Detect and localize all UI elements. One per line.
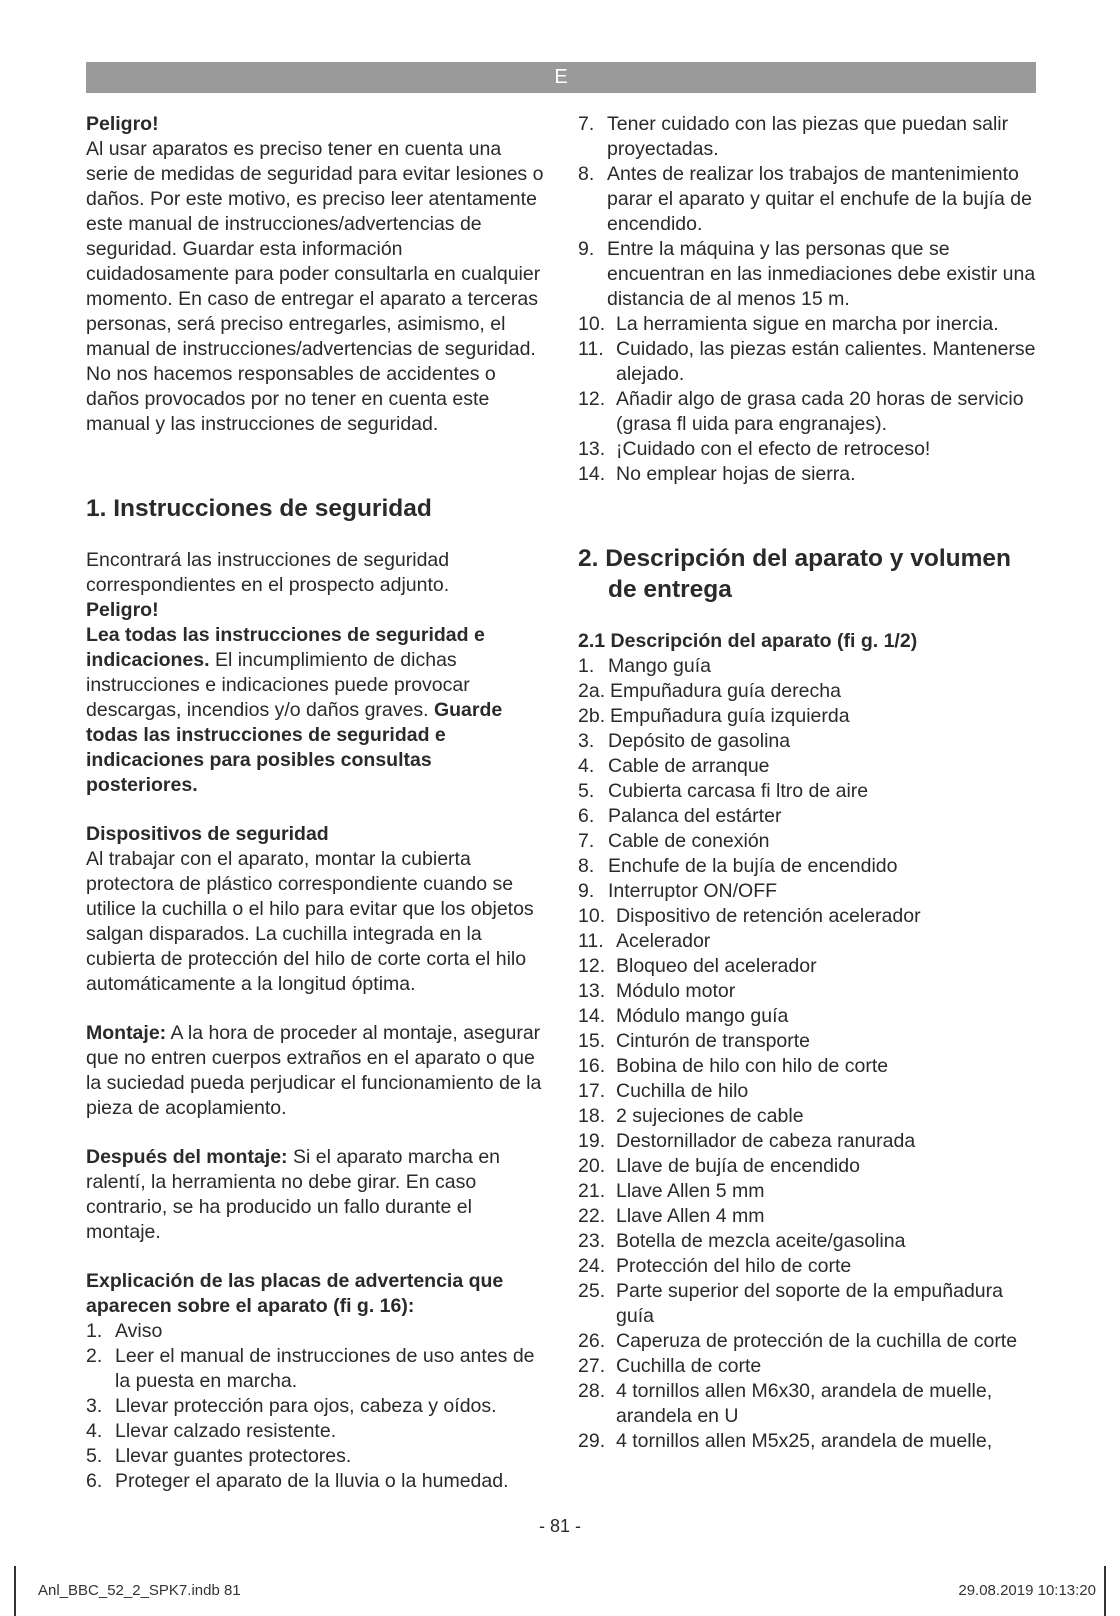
item-number: 1. <box>578 655 595 677</box>
item-number: 23. <box>578 1230 606 1252</box>
footer-datetime: 29.08.2019 10:13:20 <box>958 1582 1096 1599</box>
list-item <box>578 1029 1036 1054</box>
list-item <box>578 979 1036 1004</box>
list-item <box>578 387 1036 437</box>
item-text: Módulo mango guía <box>616 1005 789 1027</box>
danger-2-title: Peligro! <box>86 599 159 621</box>
item-text: Bloqueo del acelerador <box>616 955 817 977</box>
item-text: Bobina de hilo con hilo de corte <box>616 1055 889 1077</box>
subsection-2-1-heading: 2.1 Descripción del aparato (fi g. 1/2) <box>578 630 918 652</box>
section-2-heading: 2. Descripción del aparato y volumen de entrega <box>578 545 1011 603</box>
item-text: Llave de bujía de encendido <box>616 1155 860 1177</box>
item-number: 28. <box>578 1380 606 1402</box>
item-text: Aviso <box>115 1320 163 1342</box>
list-item <box>578 1254 1036 1279</box>
list-item <box>86 1394 546 1419</box>
list-item <box>578 1054 1036 1079</box>
item-number: 6. <box>86 1470 103 1492</box>
item-number: 19. <box>578 1130 606 1152</box>
section-1-heading: 1. Instrucciones de seguridad <box>86 495 432 522</box>
item-text: Llevar calzado resistente. <box>115 1420 337 1442</box>
item-number: 20. <box>578 1155 606 1177</box>
item-text: Acelerador <box>616 930 711 952</box>
item-text: Tener cuidado con las piezas que puedan salir proyectadas. <box>607 113 1009 160</box>
safety-devices-title: Dispositivos de seguridad <box>86 823 329 845</box>
list-item <box>578 237 1036 312</box>
list-item <box>578 729 1036 754</box>
item-text: Mango guía <box>608 655 711 677</box>
item-number: 10. <box>578 905 606 927</box>
item-text: Dispositivo de retención acelerador <box>616 905 921 927</box>
item-text: Palanca del estárter <box>608 805 782 827</box>
item-number: 18. <box>578 1105 606 1127</box>
list-item <box>578 954 1036 979</box>
list-item <box>578 879 1036 904</box>
item-number: 2. <box>86 1345 103 1367</box>
crop-mark-left <box>14 1566 16 1616</box>
item-number: 13. <box>578 980 606 1002</box>
left-column <box>86 112 546 1494</box>
item-number: 8. <box>578 163 595 185</box>
item-number: 7. <box>578 113 595 135</box>
list-item <box>578 854 1036 879</box>
list-item <box>86 1419 546 1444</box>
item-text: ¡Cuidado con el efecto de retroceso! <box>616 438 931 460</box>
item-number: 15. <box>578 1030 606 1052</box>
item-text: La herramienta sigue en marcha por inercia. <box>616 313 999 335</box>
danger-2-bold-2: Guarde todas las instrucciones de seguridad e indicaciones para posibles consultas posteriores. <box>86 699 503 796</box>
list-item <box>578 1379 1036 1429</box>
item-number: 12. <box>578 388 606 410</box>
safety-devices-paragraph: Al trabajar con el aparato, montar la cubierta protectora de plástico correspondiente cuando se utilice la cuchilla o el hilo para evitar que los objetos salgan disparados. La cuchilla integrada en la cubierta de protección del hilo de corte corta el hilo automáticamente a la longitud óptima. <box>86 848 534 995</box>
item-number: 7. <box>578 830 595 852</box>
item-text: Interruptor ON/OFF <box>608 880 778 902</box>
item-text: Entre la máquina y las personas que se encuentran en las inmediaciones debe existir una distancia de al menos 15 m. <box>607 238 1036 310</box>
list-item <box>578 1179 1036 1204</box>
crop-mark-right <box>1104 1566 1106 1616</box>
list-item <box>578 1204 1036 1229</box>
item-text: Botella de mezcla aceite/gasolina <box>616 1230 906 1252</box>
item-number: 14. <box>578 1005 606 1027</box>
list-item <box>578 1079 1036 1104</box>
list-item <box>578 1279 1036 1329</box>
item-number: 17. <box>578 1080 606 1102</box>
item-number: 8. <box>578 855 595 877</box>
language-header-bar <box>86 62 1036 93</box>
item-text: Cubierta carcasa fi ltro de aire <box>608 780 869 802</box>
item-number: 14. <box>578 463 606 485</box>
list-item <box>578 462 1036 487</box>
item-text: Leer el manual de instrucciones de uso antes de la puesta en marcha. <box>115 1345 535 1392</box>
item-text: 2 sujeciones de cable <box>616 1105 804 1127</box>
item-text: Llave Allen 4 mm <box>616 1205 765 1227</box>
item-text: Cable de conexión <box>608 830 770 852</box>
parts-list <box>578 654 1036 1454</box>
item-number: 13. <box>578 438 606 460</box>
list-item <box>578 437 1036 462</box>
item-number: 1. <box>86 1320 103 1342</box>
item-text: No emplear hojas de sierra. <box>616 463 856 485</box>
after-assembly-text: Si el aparato marcha en ralentí, la herramienta no debe girar. En caso contrario, se ha producido un fallo durante el montaje. <box>86 1146 501 1243</box>
list-item <box>578 1329 1036 1354</box>
list-item <box>86 1319 546 1344</box>
item-text: Protección del hilo de corte <box>616 1255 852 1277</box>
item-number: 26. <box>578 1330 606 1352</box>
assembly-text: A la hora de proceder al montaje, asegurar que no entren cuerpos extraños en el aparato o que la suciedad pueda perjudicar el funcionamiento de la pieza de acoplamiento. <box>86 1022 542 1119</box>
item-number: 21. <box>578 1180 606 1202</box>
item-number: 29. <box>578 1430 606 1452</box>
list-item <box>578 754 1036 779</box>
item-text: Parte superior del soporte de la empuñadura guía <box>616 1280 1003 1327</box>
list-item <box>578 1154 1036 1179</box>
assembly-paragraph <box>86 1021 546 1121</box>
list-item <box>578 1004 1036 1029</box>
item-text: Cuchilla de hilo <box>616 1080 749 1102</box>
list-item <box>578 162 1036 237</box>
item-number: 10. <box>578 313 606 335</box>
item-text: Módulo motor <box>616 980 736 1002</box>
item-number: 3. <box>578 730 595 752</box>
item-number: 9. <box>578 238 595 260</box>
item-number: 5. <box>86 1445 103 1467</box>
list-item <box>578 1429 1036 1454</box>
page-number: - 81 - <box>538 1516 581 1536</box>
list-item <box>578 312 1036 337</box>
list-item <box>578 704 1036 729</box>
item-text: Añadir algo de grasa cada 20 horas de servicio (grasa fl uida para engranajes). <box>616 388 1024 435</box>
list-item <box>86 1444 546 1469</box>
item-text: 4 tornillos allen M6x30, arandela de muelle, arandela en U <box>616 1380 993 1427</box>
item-number: 5. <box>578 780 595 802</box>
language-code: E <box>554 66 568 88</box>
item-number: 4. <box>86 1420 103 1442</box>
list-item <box>578 804 1036 829</box>
item-number: 2a. <box>578 680 606 702</box>
item-number: 2b. <box>578 705 606 727</box>
item-text: Llave Allen 5 mm <box>616 1180 765 1202</box>
warning-plates-list <box>86 1319 546 1494</box>
danger-2-text: El incumplimiento de dichas instrucciones e indicaciones puede provocar descargas, incendios y/o daños graves. <box>86 649 470 721</box>
item-number: 24. <box>578 1255 606 1277</box>
list-item <box>578 679 1036 704</box>
item-number: 11. <box>578 930 604 952</box>
after-assembly-paragraph <box>86 1145 546 1245</box>
right-column <box>578 112 1036 1454</box>
item-text: Cable de arranque <box>608 755 770 777</box>
danger-paragraph: Al usar aparatos es preciso tener en cuenta una serie de medidas de seguridad para evitar lesiones o daños. Por este motivo, es preciso leer atentamente este manual de instrucciones/advertencias de seguridad. Guardar esta información cuidadosamente para poder consultarla en cualquier momento. En caso de entregar el aparato a terceras personas, será preciso entregarles, asimismo, el manual de instrucciones/advertencias de seguridad. No nos hacemos responsables de accidentes o daños provocados por no tener en cuenta este manual y las instrucciones de seguridad. <box>86 138 544 435</box>
item-text: Llevar protección para ojos, cabeza y oídos. <box>115 1395 497 1417</box>
warning-plates-list-continued <box>578 112 1036 487</box>
list-item <box>578 1229 1036 1254</box>
item-text: Cuchilla de corte <box>616 1355 762 1377</box>
item-number: 16. <box>578 1055 606 1077</box>
list-item <box>578 929 1036 954</box>
list-item <box>86 1344 546 1394</box>
item-text: Cuidado, las piezas están calientes. Mantenerse alejado. <box>616 338 1036 385</box>
warning-plates-title: Explicación de las placas de advertencia que aparecen sobre el aparato (fi g. 16): <box>86 1270 504 1317</box>
after-assembly-label: Después del montaje: <box>86 1146 288 1168</box>
assembly-label: Montaje: <box>86 1022 167 1044</box>
list-item <box>578 337 1036 387</box>
item-text: Antes de realizar los trabajos de mantenimiento parar el aparato y quitar el enchufe de la bujía de encendido. <box>607 163 1032 235</box>
item-text: Cinturón de transporte <box>616 1030 811 1052</box>
footer-file-name: Anl_BBC_52_2_SPK7.indb 81 <box>38 1582 241 1599</box>
item-number: 11. <box>578 338 604 360</box>
list-item <box>578 1354 1036 1379</box>
list-item <box>86 1469 546 1494</box>
item-number: 3. <box>86 1395 103 1417</box>
item-text: Proteger el aparato de la lluvia o la humedad. <box>115 1470 509 1492</box>
list-item <box>578 829 1036 854</box>
list-item <box>578 1104 1036 1129</box>
item-text: Llevar guantes protectores. <box>115 1445 352 1467</box>
item-text: Destornillador de cabeza ranurada <box>616 1130 916 1152</box>
item-number: 6. <box>578 805 595 827</box>
item-number: 27. <box>578 1355 606 1377</box>
list-item <box>578 904 1036 929</box>
item-text: Empuñadura guía derecha <box>610 680 841 702</box>
section-1-intro: Encontrará las instrucciones de seguridad correspondientes en el prospecto adjunto. <box>86 549 450 596</box>
danger-title: Peligro! <box>86 113 159 135</box>
item-number: 22. <box>578 1205 606 1227</box>
item-number: 4. <box>578 755 595 777</box>
item-text: Empuñadura guía izquierda <box>610 705 850 727</box>
item-number: 25. <box>578 1280 606 1302</box>
list-item <box>578 1129 1036 1154</box>
item-text: 4 tornillos allen M5x25, arandela de muelle, <box>616 1430 993 1452</box>
list-item <box>578 112 1036 162</box>
list-item <box>578 654 1036 679</box>
danger-2-paragraph <box>86 623 546 798</box>
item-text: Enchufe de la bujía de encendido <box>608 855 898 877</box>
item-text: Depósito de gasolina <box>608 730 791 752</box>
item-text: Caperuza de protección de la cuchilla de corte <box>616 1330 1018 1352</box>
item-number: 9. <box>578 880 595 902</box>
item-number: 12. <box>578 955 606 977</box>
danger-2-bold-1: Lea todas las instrucciones de seguridad e indicaciones. <box>86 624 485 671</box>
list-item <box>578 779 1036 804</box>
